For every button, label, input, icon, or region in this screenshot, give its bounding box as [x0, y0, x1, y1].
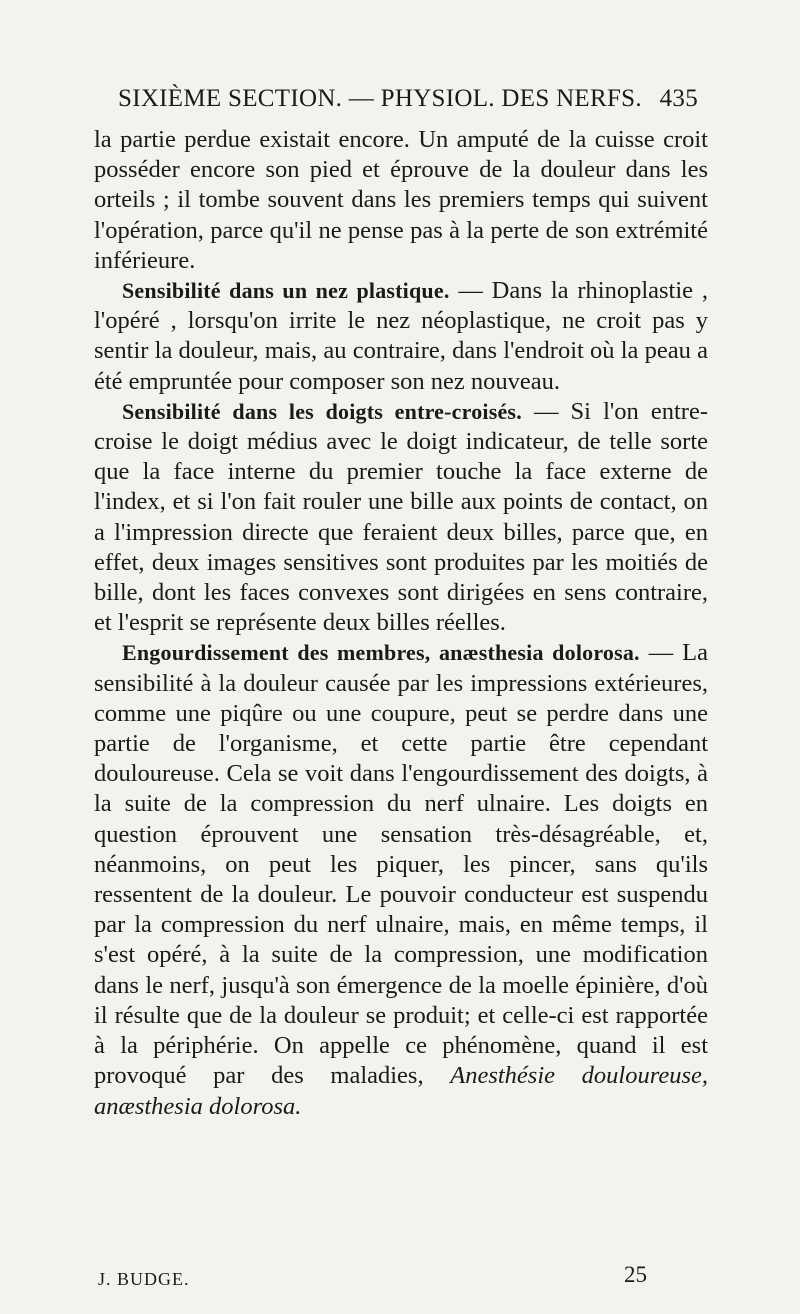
paragraph-text: — Dans la rhinoplastie , l'opéré , lorsqu'on irrite le nez néoplastique, ne croit pas y sentir la douleur, mais, au contraire, dans l'endroit où la peau a été empruntée pour composer son nez nouveau. [94, 277, 708, 395]
paragraph-nez-plastique [94, 276, 708, 397]
body-text [94, 125, 708, 1122]
sheet-number: 25 [624, 1262, 647, 1287]
run-in-heading: Engourdissement des membres, anæsthesia dolorosa. [122, 640, 640, 666]
paragraph-text: — La sensibilité à la douleur causée par les impressions extérieures, comme une piqûre ou une coupure, peut se perdre dans une partie de l'organisme, et cette partie être cependant douloureuse. Cela se voit dans l'engourdissement des doigts, à la suite de la compression du nerf ulnaire. Les doigts en question éprouvent une sensation très-désagréable, et, néanmoins, on peut les piquer, les pincer, sans qu'ils ressentent de la douleur. Le pouvoir conducteur est suspendu par la compression du nerf ulnaire, mais, en même temps, il s'est opéré, à la suite de la compression, une modification dans le nerf, jusqu'à son émergence de la moelle épinière, d'où il résulte que de la douleur se produit; et celle-ci est rapportée à la périphérie. On appelle ce phénomène, quand il est provoqué par des maladies, [94, 639, 709, 1090]
paragraph-doigts-croises [94, 397, 708, 639]
section-title: SIXIÈME SECTION. — PHYSIOL. DES NERFS. [118, 85, 642, 112]
italic-term: Anesthésie douloureuse, anæsthesia dolorosa. [94, 1062, 708, 1120]
paragraph-engourdissement [94, 638, 708, 1121]
run-in-heading: Sensibilité dans les doigts entre-croisés. [122, 398, 522, 424]
page-number: 435 [659, 85, 698, 112]
printer-signature: J. BUDGE. [98, 1269, 190, 1289]
run-in-heading: Sensibilité dans un nez plastique. [122, 278, 450, 304]
paragraph-text: la partie perdue existait encore. Un amputé de la cuisse croit posséder encore son pied et éprouve de la douleur dans les orteils ; il tombe souvent dans les premiers temps qui suivent l'opération, parce qu'il ne pense pas à la perte de son extrémité inférieure. [94, 126, 708, 274]
paragraph-text: — Si l'on entre-croise le doigt médius avec le doigt indicateur, de telle sorte que la face interne du premier touche la face externe de l'index, et si l'on fait rouler une bille aux points de contact, on a l'impression directe que feraient deux billes, parce que, en effet, deux images sensitives sont produites par les moitiés de bille, dont les faces convexes sont dirigées en sens contraire, et l'esprit se représente deux billes réelles. [94, 397, 708, 637]
paragraph-continuation [94, 125, 708, 276]
